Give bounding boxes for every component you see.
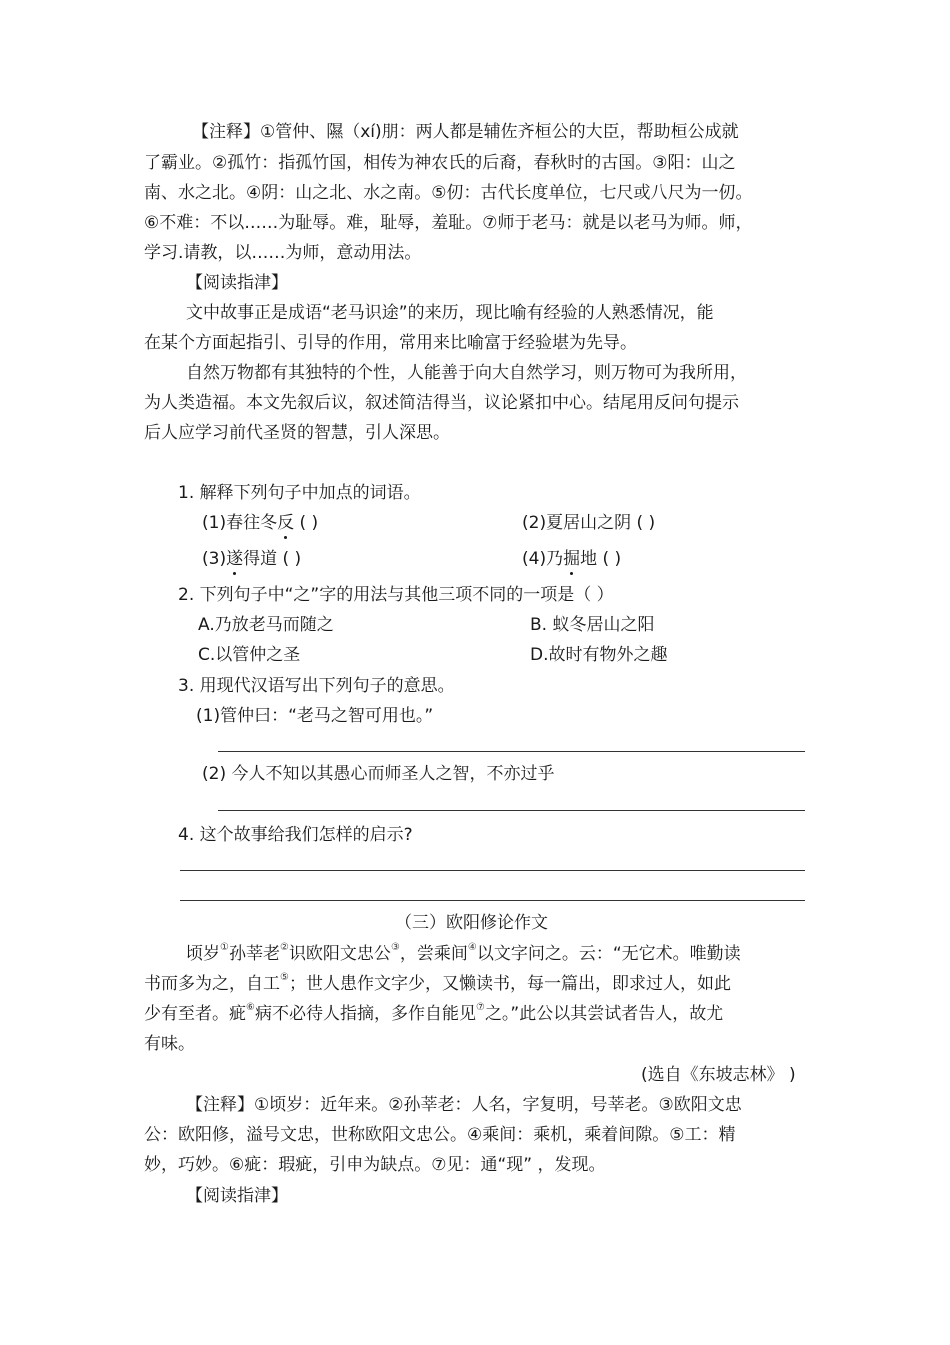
guide-line: 文中故事正是成语“老马识途”的来历，现比喻有经验的人熟悉情况，能 xyxy=(186,303,714,323)
dotted-word: 遂 xyxy=(226,549,244,569)
q1-item-1 xyxy=(202,512,318,534)
guide-line: 后人应学习前代圣贤的智慧，引人深思。 xyxy=(144,423,450,443)
passage-line xyxy=(186,943,741,965)
passage-line xyxy=(144,973,731,995)
q1-item-2 xyxy=(522,512,655,534)
note-marker: ⑦ xyxy=(475,1002,485,1013)
q3-item-2: (2) 今人不知以其愚心而师圣人之智，不亦过乎 xyxy=(202,764,555,784)
answer-line[interactable] xyxy=(218,751,805,752)
q2-option-c[interactable]: C.以管仲之圣 xyxy=(198,645,301,665)
note-marker: ⑤ xyxy=(280,972,289,983)
annotation-line: 妙，巧妙。⑥疵：瑕疵，引申为缺点。⑦见：通“现” ，发现。 xyxy=(144,1155,606,1175)
note-marker: ④ xyxy=(467,942,477,953)
text-run: 病不必待人指摘，多作自能见 xyxy=(254,1004,476,1024)
annotation-line: 【注释】①管仲、隰（xí)朋：两人都是辅佐齐桓公的大臣，帮助桓公成就 xyxy=(192,122,739,142)
question-4-prompt: 4. 这个故事给我们怎样的启示? xyxy=(178,825,413,845)
annotation-line: 南、水之北。④阴：山之北、水之南。⑤仞：古代长度单位，七尺或八尺为一仞。 xyxy=(144,183,753,203)
text-run: 书而多为之，自工 xyxy=(144,974,280,994)
question-2-prompt: 2. 下列句子中“之”字的用法与其他三项不同的一项是（ ） xyxy=(178,585,614,605)
dotted-word: 反 xyxy=(277,513,295,533)
q2-option-d[interactable]: D.故时有物外之趣 xyxy=(530,645,668,665)
text-run: 孙莘老 xyxy=(228,944,280,964)
q2-option-a[interactable]: A.乃放老马而随之 xyxy=(198,615,334,635)
answer-blank[interactable]: ( ) xyxy=(294,513,319,533)
question-1-prompt: 1. 解释下列句子中加点的词语。 xyxy=(178,483,421,503)
text-run: 以文字问之。云：“无它术。唯勤读 xyxy=(476,944,741,964)
question-3-prompt: 3. 用现代汉语写出下列句子的意思。 xyxy=(178,676,455,696)
note-marker: ③ xyxy=(390,942,400,953)
q2-option-b[interactable]: B. 蚁冬居山之阳 xyxy=(530,615,655,635)
item-text: (1)春往冬 xyxy=(202,513,278,533)
guide-line: 为人类造福。本文先叙后议，叙述简洁得当，议论紧扣中心。结尾用反问句提示 xyxy=(144,393,739,413)
answer-line[interactable] xyxy=(180,870,805,871)
annotation-line: 了霸业。②孤竹：指孤竹国，相传为神农氏的后裔，春秋时的古国。③阳：山之 xyxy=(144,153,736,173)
annotation-line: 【注释】①顷岁：近年来。②孙莘老：人名，字复明，号莘老。③欧阳文忠 xyxy=(186,1095,742,1115)
section-title: （三）欧阳修论作文 xyxy=(395,913,548,933)
text-run: 顷岁 xyxy=(186,944,220,964)
note-marker: ② xyxy=(279,942,289,953)
note-marker: ① xyxy=(220,942,229,953)
text-run: 识欧阳文忠公 xyxy=(288,944,391,964)
passage-line xyxy=(144,1003,723,1025)
answer-blank[interactable]: 地 ( ) xyxy=(580,549,622,569)
reading-guide-heading: 【阅读指津】 xyxy=(186,1186,288,1206)
source-citation: (选自《东坡志林》 ) xyxy=(641,1065,796,1085)
q1-item-4 xyxy=(522,548,621,570)
answer-blank[interactable]: ) xyxy=(643,513,656,533)
text-run: 之。”此公以其尝试者告人，故尤 xyxy=(484,1004,724,1024)
answer-line[interactable] xyxy=(180,900,805,901)
dotted-word: 掘 xyxy=(563,549,581,569)
reading-guide-heading: 【阅读指津】 xyxy=(186,273,288,293)
answer-blank[interactable]: 得道 ( ) xyxy=(243,549,302,569)
annotation-line: 学习.请教，以……为师，意动用法。 xyxy=(144,243,422,263)
text-run: ，尝乘间 xyxy=(399,944,468,964)
q3-item-1: (1)管仲曰：“老马之智可用也。” xyxy=(196,706,434,726)
text-run: 少有至者。疵 xyxy=(144,1004,246,1024)
text-run: ；世人患作文字少，又懒读书，每一篇出，即求过人，如此 xyxy=(288,974,731,994)
note-marker: ⑥ xyxy=(246,1002,255,1013)
answer-line[interactable] xyxy=(218,810,805,811)
q1-item-3 xyxy=(202,548,301,570)
item-text: (2)夏居山之阴 ( xyxy=(522,513,644,533)
guide-line: 在某个方面起指引、引导的作用，常用来比喻富于经验堪为先导。 xyxy=(144,333,637,353)
item-text: (3) xyxy=(202,549,227,569)
annotation-line: 公：欧阳修，溢号文忠，世称欧阳文忠公。④乘间：乘机，乘着间隙。⑤工：精 xyxy=(144,1125,736,1145)
passage-line: 有味。 xyxy=(144,1034,195,1054)
item-text: (4)乃 xyxy=(522,549,564,569)
annotation-line: ⑥不难：不以……为耻辱。难，耻辱，羞耻。⑦师于老马：就是以老马为师。师， xyxy=(144,213,753,233)
guide-line: 自然万物都有其独特的个性，人能善于向大自然学习，则万物可为我所用， xyxy=(186,363,747,383)
